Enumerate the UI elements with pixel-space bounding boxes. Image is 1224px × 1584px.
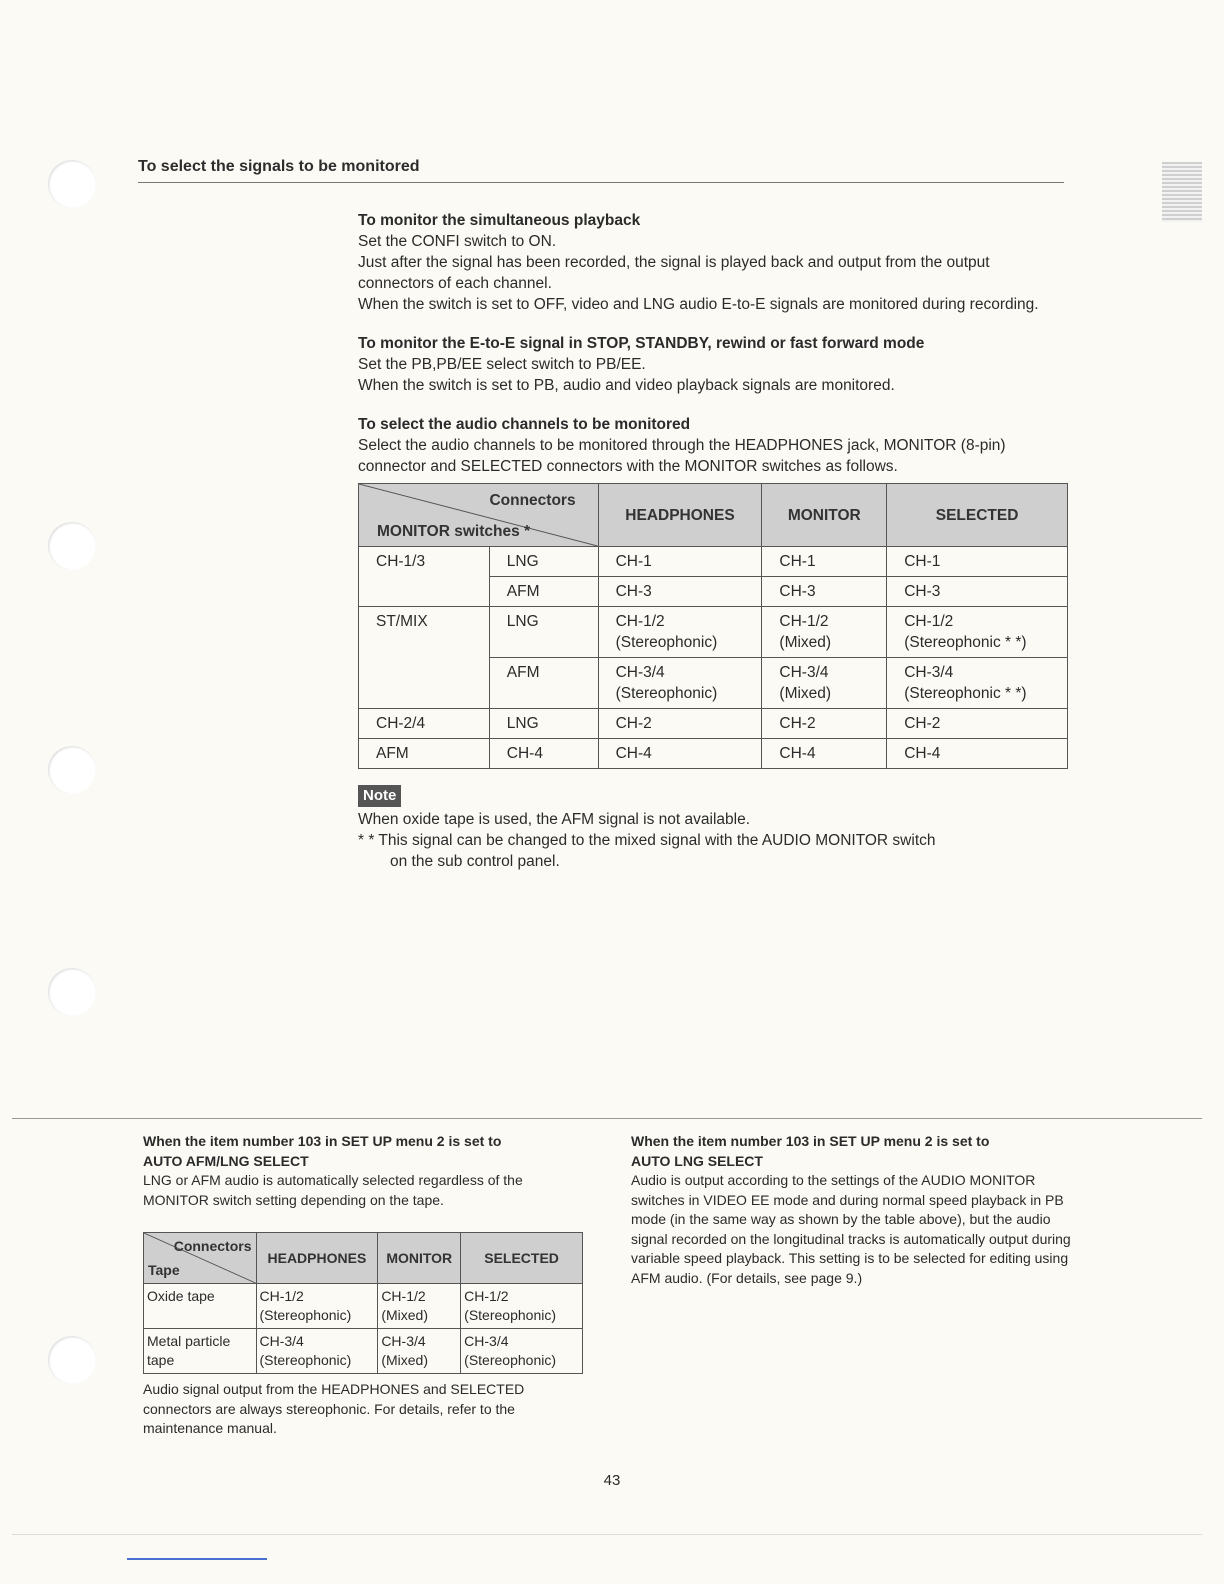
column-header: HEADPHONES <box>598 484 762 547</box>
main-column <box>358 210 1068 872</box>
selected-cell: CH-2 <box>887 709 1068 739</box>
cell-line: (Stereophonic) <box>464 1352 556 1368</box>
cell-line: CH-3/4 <box>381 1333 426 1349</box>
section-heading: To select the signals to be monitored <box>138 158 420 175</box>
cell-line: (Stereophonic * *) <box>904 685 1027 702</box>
mode-cell: LNG <box>489 607 598 658</box>
column-header: SELECTED <box>887 484 1068 547</box>
binder-hole <box>48 522 96 570</box>
headphones-cell: CH-3 <box>598 577 762 607</box>
selected-cell <box>887 607 1068 658</box>
audio-channels-title: To select the audio channels to be monitored <box>358 416 691 433</box>
cell-line: (Stereophonic) <box>464 1307 556 1323</box>
tape-table <box>143 1232 583 1374</box>
column-header: MONITOR <box>762 484 887 547</box>
selected-cell: CH-4 <box>887 739 1068 769</box>
auto-lng-text: Audio is output according to the settings of the AUDIO MONITOR switches in VIDEO EE mode and during normal speed playback in PB mode (in the same way as shown by the table above), but the audio signal recorded on the longitudinal tracks is automatically output during variable speed playback. This setting is to be selected for editing using AFM audio. (For details, see page 9.) <box>631 1172 1071 1286</box>
monitor-cell: CH-3 <box>762 577 887 607</box>
mode-cell: AFM <box>489 658 598 709</box>
simultaneous-line: When the switch is set to OFF, video and LNG audio E-to-E signals are monitored during recording. <box>358 296 1039 313</box>
column-header: MONITOR <box>378 1233 461 1284</box>
cell-line: CH-1/2 <box>615 613 665 630</box>
cell-line: (Mixed) <box>779 685 832 702</box>
cell-line: (Stereophonic) <box>615 685 718 702</box>
auto-afm-title: AUTO AFM/LNG SELECT <box>143 1152 309 1169</box>
monitor-cell: CH-4 <box>762 739 887 769</box>
etoe-block <box>358 333 1068 396</box>
table-header-row <box>144 1233 583 1284</box>
switch-group-cell: CH-1/3 <box>359 547 490 607</box>
selected-cell: CH-1 <box>887 547 1068 577</box>
cell-line: (Stereophonic) <box>259 1352 352 1368</box>
cell-line: tape <box>147 1352 175 1368</box>
auto-lng-section <box>631 1132 1071 1288</box>
monitor-cell <box>762 658 887 709</box>
auto-lng-title: AUTO LNG SELECT <box>631 1152 763 1169</box>
cell-line: CH-3/4 <box>259 1333 304 1349</box>
bottom-rule <box>12 1534 1202 1535</box>
monitor-cell <box>378 1329 461 1374</box>
headphones-cell: CH-2 <box>598 709 762 739</box>
table-row <box>359 709 1068 739</box>
cell-line: CH-3/4 <box>464 1333 509 1349</box>
table-row <box>359 547 1068 577</box>
cell-line: CH-1/2 <box>381 1288 426 1304</box>
cell-line: CH-1/2 <box>779 613 829 630</box>
page-number: 43 <box>603 1472 621 1489</box>
selected-cell: CH-3 <box>887 577 1068 607</box>
selected-cell <box>461 1329 583 1374</box>
note-line: When oxide tape is used, the AFM signal is not available. <box>358 811 751 828</box>
note-line: * * This signal can be changed to the mixed signal with the AUDIO MONITOR switch <box>358 832 936 849</box>
mode-cell: CH-4 <box>489 739 598 769</box>
headphones-cell <box>256 1329 378 1374</box>
auto-afm-title: When the item number 103 in SET UP menu 2 is set to <box>143 1133 502 1149</box>
note-text <box>358 809 1068 872</box>
cell-line: CH-3/4 <box>904 664 954 681</box>
cell-line: (Stereophonic) <box>259 1307 352 1323</box>
mode-cell: LNG <box>489 547 598 577</box>
audio-channels-text: Select the audio channels to be monitored through the HEADPHONES jack, MONITOR (8-pin) connector and SELECTED connectors with the MONITOR switches as follows. <box>358 437 1006 475</box>
section-divider <box>12 1118 1202 1119</box>
column-header: SELECTED <box>461 1233 583 1284</box>
selected-cell <box>461 1284 583 1329</box>
table-corner-cell <box>359 484 599 547</box>
cell-line: Metal particle <box>147 1333 231 1349</box>
table-row <box>144 1284 583 1329</box>
headphones-cell <box>256 1284 378 1329</box>
corner-top-label: Connectors <box>173 1238 252 1254</box>
headphones-cell: CH-4 <box>598 739 762 769</box>
binder-hole <box>48 160 96 208</box>
cell-line: (Mixed) <box>381 1307 428 1323</box>
cell-line: CH-3/4 <box>615 664 665 681</box>
cell-line: (Stereophonic * *) <box>904 634 1027 651</box>
tape-cell <box>144 1329 257 1374</box>
table-corner-cell <box>144 1233 257 1284</box>
cell-line: CH-1/2 <box>259 1288 304 1304</box>
table-row <box>359 739 1068 769</box>
table-row <box>359 607 1068 658</box>
simultaneous-line: Set the CONFI switch to ON. <box>358 233 557 250</box>
table-header-row <box>359 484 1068 547</box>
mode-cell: LNG <box>489 709 598 739</box>
tape-cell <box>144 1284 257 1329</box>
binder-hole <box>48 968 96 1016</box>
table-row <box>144 1329 583 1374</box>
note-line: on the sub control panel. <box>390 853 560 870</box>
monitor-cell: CH-2 <box>762 709 887 739</box>
simultaneous-line: Just after the signal has been recorded, the signal is played back and output from the output connectors of each channel. <box>358 254 990 292</box>
section-rule <box>138 182 1064 183</box>
headphones-cell <box>598 607 762 658</box>
note-badge: Note <box>358 785 401 807</box>
simultaneous-title: To monitor the simultaneous playback <box>358 212 641 229</box>
binder-hole <box>48 1336 96 1384</box>
switch-group-cell: CH-2/4 <box>359 709 490 739</box>
bottom-accent-line <box>127 1558 267 1560</box>
monitor-cell: CH-1 <box>762 547 887 577</box>
monitor-switch-table <box>358 483 1068 769</box>
corner-top-label: Connectors <box>489 492 576 509</box>
binder-hole <box>48 746 96 794</box>
etoe-line: When the switch is set to PB, audio and video playback signals are monitored. <box>358 377 895 394</box>
etoe-title: To monitor the E-to-E signal in STOP, STANDBY, rewind or fast forward mode <box>358 335 925 352</box>
simultaneous-playback-block <box>358 210 1068 315</box>
cell-line: CH-1/2 <box>464 1288 509 1304</box>
monitor-cell <box>378 1284 461 1329</box>
monitor-cell <box>762 607 887 658</box>
audio-channels-block <box>358 414 1068 477</box>
headphones-cell: CH-1 <box>598 547 762 577</box>
column-header: HEADPHONES <box>256 1233 378 1284</box>
thumb-index-tab <box>1162 162 1202 222</box>
cell-line: (Mixed) <box>779 634 832 651</box>
auto-afm-footer: Audio signal output from the HEADPHONES and SELECTED connectors are always stereophonic. For details, refer to the maintenance manual. <box>143 1381 525 1436</box>
corner-bottom-label: MONITOR switches * <box>377 523 531 540</box>
auto-lng-title: When the item number 103 in SET UP menu 2 is set to <box>631 1133 990 1149</box>
cell-line: Oxide tape <box>147 1288 215 1304</box>
selected-cell <box>887 658 1068 709</box>
cell-line: CH-1/2 <box>904 613 954 630</box>
cell-line: CH-3/4 <box>779 664 829 681</box>
auto-afm-lng-section <box>143 1132 583 1439</box>
switch-group-cell: ST/MIX <box>359 607 490 709</box>
headphones-cell <box>598 658 762 709</box>
switch-group-cell: AFM <box>359 739 490 769</box>
cell-line: (Mixed) <box>381 1352 428 1368</box>
etoe-line: Set the PB,PB/EE select switch to PB/EE. <box>358 356 646 373</box>
mode-cell: AFM <box>489 577 598 607</box>
corner-bottom-label: Tape <box>148 1262 180 1278</box>
cell-line: (Stereophonic) <box>615 634 718 651</box>
auto-afm-text: LNG or AFM audio is automatically selected regardless of the MONITOR switch setting depending on the tape. <box>143 1172 523 1208</box>
